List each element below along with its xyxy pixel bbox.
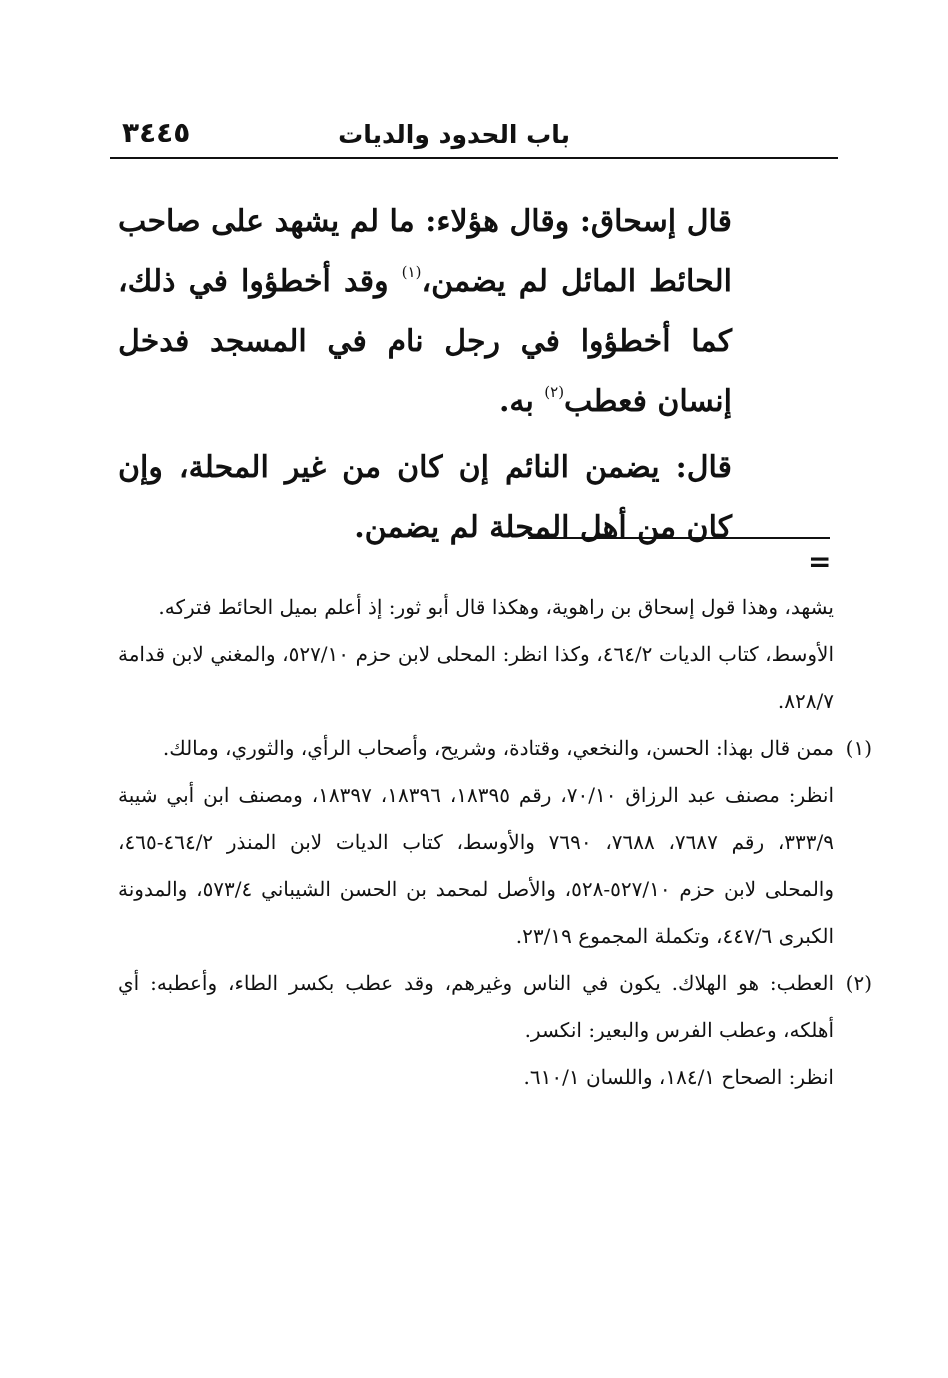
footnote <box>118 725 872 772</box>
footnotes <box>118 584 872 1101</box>
footnote-continuation: يشهد، وهذا قول إسحاق بن راهوية، وهكذا قال أبو ثور: إذ أعلم بميل الحائط فتركه. <box>158 595 834 619</box>
footnote-sources: انظر: الصحاح ١٨٤/١، واللسان ٦١٠/١. <box>523 1065 834 1089</box>
footnote-separator <box>528 537 830 539</box>
footnote-continuation-mark: = <box>808 545 832 578</box>
footnote-sources: انظر: مصنف عبد الرزاق ٧٠/١٠، رقم ١٨٣٩٥، ١٨٣٩٦، ١٨٣٩٧، ومصنف ابن أبي شيبة ٣٣٣/٩، رقم ٧٦٨٧، ٧٦٨٨، ٧٦٩٠ والأوسط، كتاب الديات لابن المنذر ٤٦٤/٢-٤٦٥، والمحلى لابن حزم ٥٢٧/١٠-٥٢٨، والأصل لمحمد بن الحسن الشيباني ٥٧٣/٤، والمدونة الكبرى ٤٤٧/٦، وتكملة المجموع ٢٣/١٩. <box>118 783 835 948</box>
footnote-text: العطب: هو الهلاك. يكون في الناس وغيرهم، وقد عطب بكسر الطاء، وأعطبه: أي أهلكه، وعطب الفرس والبعير: انكسر. <box>118 971 834 1042</box>
page-number: ٣٤٤٥ <box>122 116 191 149</box>
chapter-title: باب الحدود والديات <box>338 120 570 149</box>
main-paragraph: قال: يضمن النائم إن كان من غير المحلة، وإن كان من أهل المحلة لم يضمن. <box>118 450 732 545</box>
page-header <box>110 112 838 160</box>
main-text <box>118 192 732 558</box>
main-paragraph: قال إسحاق: وقال هؤلاء: ما لم يشهد على صاحب الحائط المائل لم يضمن،$^{(١)}$ وقد أخطؤوا في ذلك، كما أخطؤوا في رجل نام في المسجد فدخل إنسان فعطب$^{(٢)}$ به. <box>118 204 732 419</box>
footnote <box>118 960 872 1054</box>
footnote-reference: (٢) <box>544 383 565 401</box>
footnote-continuation: الأوسط، كتاب الديات ٤٦٤/٢، وكذا انظر: المحلى لابن حزم ٥٢٧/١٠، والمغني لابن قدامة ٨٢٨/٧. <box>118 642 834 713</box>
header-divider <box>110 157 838 159</box>
footnote-reference: (١) <box>401 263 422 281</box>
footnote-number: (٢) <box>845 971 872 995</box>
footnote-number: (١) <box>845 736 872 760</box>
footnote-text: ممن قال بهذا: الحسن، والنخعي، وقتادة، وشريح، وأصحاب الرأي، والثوري، ومالك. <box>162 736 834 760</box>
